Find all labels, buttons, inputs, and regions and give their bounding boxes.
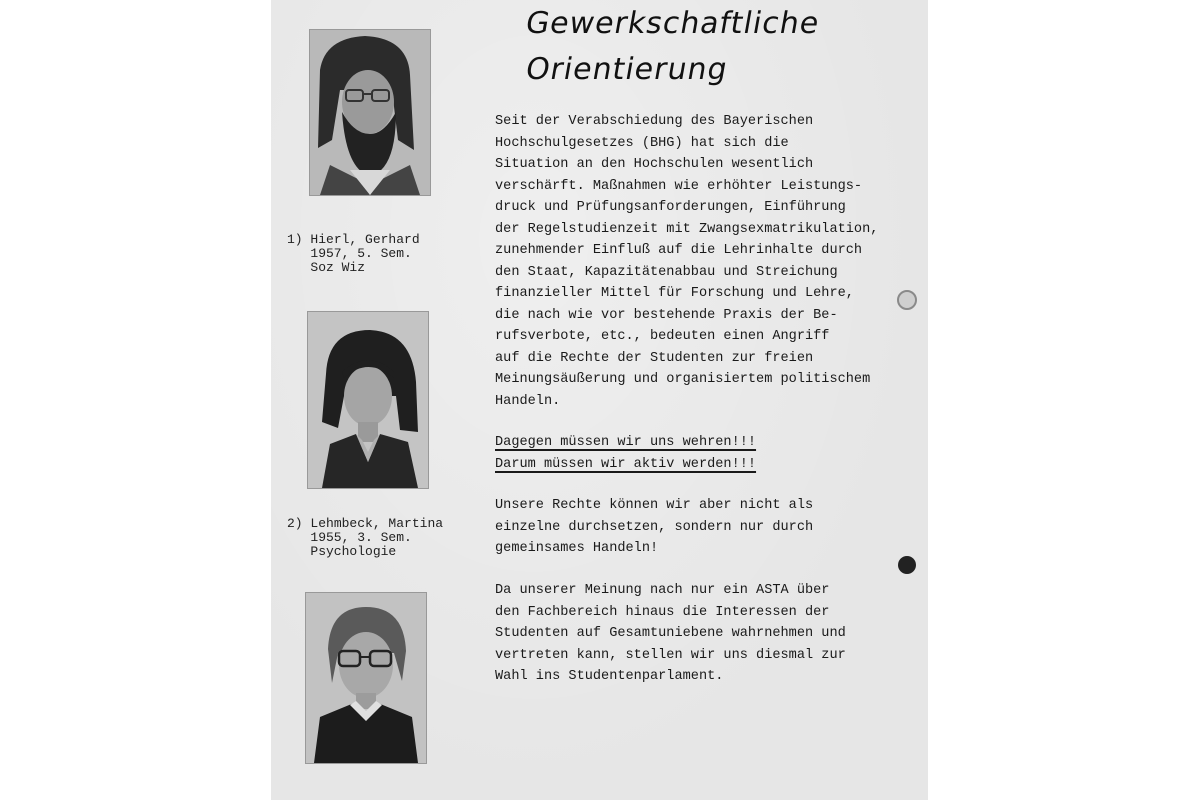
punch-hole bbox=[898, 556, 916, 574]
text-line: gemeinsames Handeln! bbox=[495, 541, 659, 556]
candidate-photo-3 bbox=[305, 592, 427, 764]
text-line: finanzieller Mittel für Forschung und Lehre, bbox=[495, 286, 854, 301]
text-line: Handeln. bbox=[495, 393, 561, 409]
text-line: die nach wie vor bestehende Praxis der Be- bbox=[495, 307, 838, 323]
paragraph-3 bbox=[495, 580, 846, 688]
text-line: der Regelstudienzeit mit Zwangsexmatrikulation, bbox=[495, 221, 879, 237]
text-line: den Fachbereich hinaus die Interessen der bbox=[495, 604, 830, 620]
portrait-image bbox=[310, 30, 430, 195]
document-page bbox=[271, 0, 928, 800]
text-line: einzelne durchsetzen, sondern nur durch bbox=[495, 519, 814, 535]
text-line: rufsverbote, etc., bedeuten einen Angriff bbox=[495, 329, 830, 344]
text-line: zunehmender Einfluß auf die Lehrinhalte durch bbox=[495, 243, 863, 258]
punch-hole bbox=[897, 290, 917, 310]
document-title-line-1: Gewerkschaftliche bbox=[522, 6, 823, 41]
text-line: vertreten kann, stellen wir uns diesmal zur bbox=[495, 647, 846, 663]
slogan-line: Dagegen müssen wir uns wehren!!! bbox=[495, 435, 757, 450]
candidate-name: Lehmbeck, Martina bbox=[310, 516, 444, 531]
text-line: Studenten auf Gesamtuniebene wahrnehmen und bbox=[495, 626, 846, 641]
text-line: Situation an den Hochschulen wesentlich bbox=[495, 157, 814, 172]
document-title-line-2: Orientierung bbox=[522, 52, 731, 87]
candidate-caption-1 bbox=[287, 233, 420, 275]
text-line: Meinungsäußerung und organisiertem politischem bbox=[495, 372, 871, 387]
slogan-block bbox=[495, 432, 756, 475]
portrait-image bbox=[306, 593, 426, 763]
candidate-photo-1 bbox=[309, 29, 431, 196]
candidate-field: Soz Wiz bbox=[310, 260, 366, 275]
text-line: verschärft. Maßnahmen wie erhöhter Leistungs- bbox=[495, 178, 863, 194]
candidate-number: 2) bbox=[287, 516, 303, 531]
text-line: Da unserer Meinung nach nur ein ASTA über bbox=[495, 583, 830, 598]
paragraph-1 bbox=[495, 111, 878, 412]
candidate-year-semester: 1955, 3. Sem. bbox=[310, 530, 412, 545]
paragraph-2 bbox=[495, 495, 813, 560]
text-line: Seit der Verabschiedung des Bayerischen bbox=[495, 114, 814, 129]
text-line: auf die Rechte der Studenten zur freien bbox=[495, 350, 814, 366]
candidate-field: Psychologie bbox=[310, 544, 397, 559]
text-line: Wahl ins Studentenparlament. bbox=[495, 669, 724, 684]
candidate-photo-2 bbox=[307, 311, 429, 489]
text-line: Unsere Rechte können wir aber nicht als bbox=[495, 498, 814, 513]
candidate-number: 1) bbox=[287, 232, 303, 247]
text-line: Hochschulgesetzes (BHG) hat sich die bbox=[495, 135, 789, 151]
text-line: druck und Prüfungsanforderungen, Einführung bbox=[495, 200, 846, 215]
portrait-image bbox=[308, 312, 428, 488]
slogan-line: Darum müssen wir aktiv werden!!! bbox=[495, 456, 757, 472]
text-line: den Staat, Kapazitätenabbau und Streichung bbox=[495, 264, 838, 280]
candidate-year-semester: 1957, 5. Sem. bbox=[310, 246, 412, 261]
candidate-caption-2 bbox=[287, 517, 443, 559]
candidate-name: Hierl, Gerhard bbox=[310, 232, 420, 247]
